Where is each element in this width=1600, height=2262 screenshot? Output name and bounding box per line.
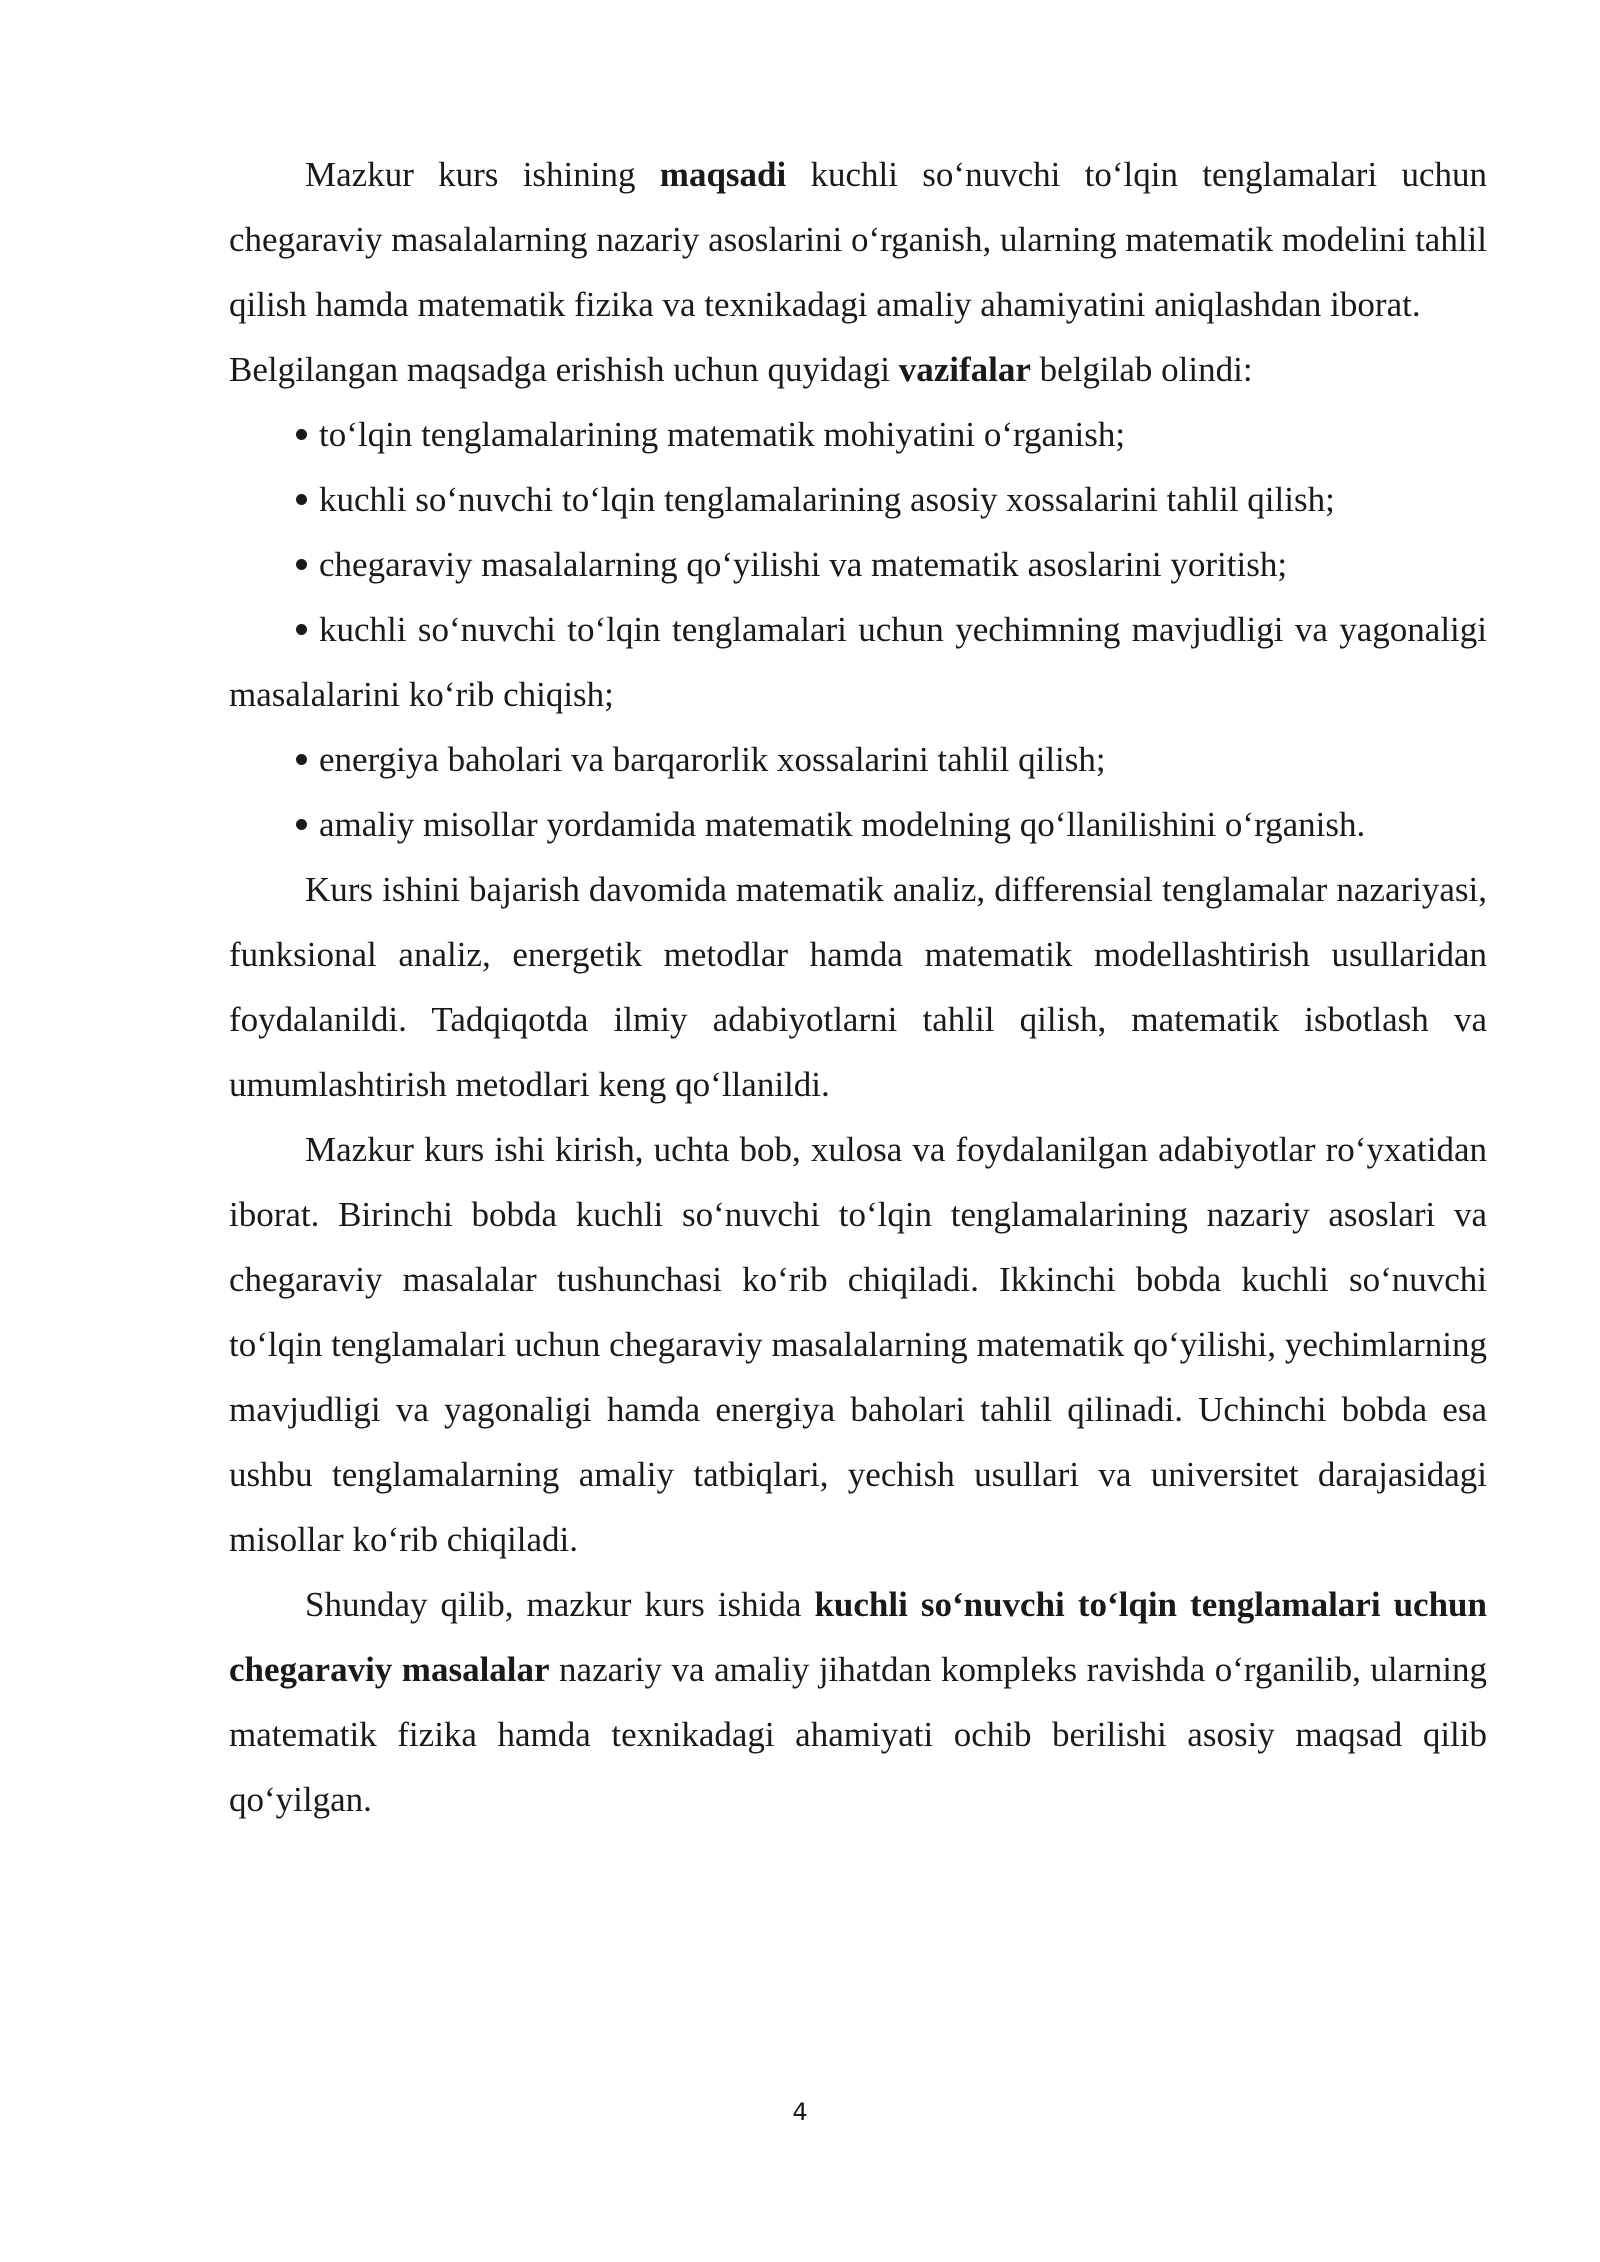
bullet-icon (296, 819, 307, 830)
paragraph-goal (229, 142, 1487, 337)
list-item (229, 532, 1487, 597)
bullet-icon (296, 429, 307, 440)
list-item (229, 792, 1487, 857)
paragraph-structure: Mazkur kurs ishi kirish, uchta bob, xulosa va foydalanilgan adabiyotlar ro‘yxatidan iborat. Birinchi bobda kuchli so‘nuvchi to‘lqin tenglamalarining nazariy asoslari va chegaraviy masalalar tushunchasi ko‘rib chiqiladi. Ikkinchi bobda kuchli so‘nuvchi to‘lqin tenglamalari uchun chegaraviy masalalarning matematik qo‘yilishi, yechimlarning mavjudligi va yagonaligi hamda energiya baholari tahlil qilinadi. Uchinchi bobda esa ushbu tenglamalarning amaliy tatbiqlari, yechish usullari va universitet darajasidagi misollar ko‘rib chiqiladi. (229, 1130, 1487, 1559)
list-item-text: chegaraviy masalalarning qo‘yilishi va matematik asoslarini yoritish; (319, 545, 1288, 584)
list-item-text: kuchli so‘nuvchi to‘lqin tenglamalarining asosiy xossalarini tahlil qilish; (319, 480, 1335, 519)
conclusion-text-end: nazariy va amaliy jihatdan kompleks ravishda o‘rganilib, ularning matematik fizika hamda texnikadagi ahamiyati ochib berilishi asosiy maqsad qilib qo‘yilgan. (229, 1650, 1487, 1819)
paragraph-methods: Kurs ishini bajarish davomida matematik analiz, differensial tenglamalar nazariyasi, funksional analiz, energetik metodlar hamda matematik modellashtirish usullaridan foydalanildi. Tadqiqotda ilmiy adabiyotlarni tahlil qilish, matematik isbotlash va umumlashtirish metodlari keng qo‘llanildi. (229, 870, 1487, 1104)
list-item (229, 727, 1487, 792)
paragraph-tasks-intro (229, 337, 1487, 402)
list-item (229, 402, 1487, 467)
page-number: 4 (792, 2098, 808, 2126)
tasks-intro-text-end: belgilab olindi: (1030, 350, 1253, 389)
paragraph-goal-text-start: Mazkur kurs ishining (305, 155, 660, 194)
list-item-text: kuchli so‘nuvchi to‘lqin tenglamalari uchun yechimning mavjudligi va yagonaligi masalalarini ko‘rib chiqish; (229, 610, 1487, 714)
page-body (229, 142, 1487, 1832)
list-item (229, 597, 1487, 727)
conclusion-text-start: Shunday qilib, mazkur kurs ishida (305, 1585, 815, 1624)
paragraph-conclusion (229, 1572, 1487, 1832)
list-item-text: amaliy misollar yordamida matematik modelning qo‘llanilishini o‘rganish. (319, 805, 1366, 844)
tasks-intro-text-start: Belgilangan maqsadga erishish uchun quyidagi (229, 350, 899, 389)
paragraph-goal-text-end: kuchli so‘nuvchi to‘lqin tenglamalari uchun chegaraviy masalalarning nazariy asoslarini o‘rganish, ularning matematik modelini tahlil qilish hamda matematik fizika va texnikadagi amaliy ahamiyatini aniqlashdan iborat. (229, 155, 1487, 324)
list-item-text: to‘lqin tenglamalarining matematik mohiyatini o‘rganish; (319, 415, 1126, 454)
list-item-text: energiya baholari va barqarorlik xossalarini tahlil qilish; (319, 740, 1106, 779)
bullet-icon (296, 559, 307, 570)
tasks-list (229, 402, 1487, 857)
conclusion-bold: kuchli so‘nuvchi to‘lqin tenglamalari uchun chegaraviy masalalar (229, 1585, 1487, 1689)
bullet-icon (296, 754, 307, 765)
bullet-icon (296, 494, 307, 505)
bullet-icon (296, 624, 307, 635)
tasks-intro-bold: vazifalar (898, 350, 1031, 389)
paragraph-goal-bold: maqsadi (659, 155, 787, 194)
list-item (229, 467, 1487, 532)
